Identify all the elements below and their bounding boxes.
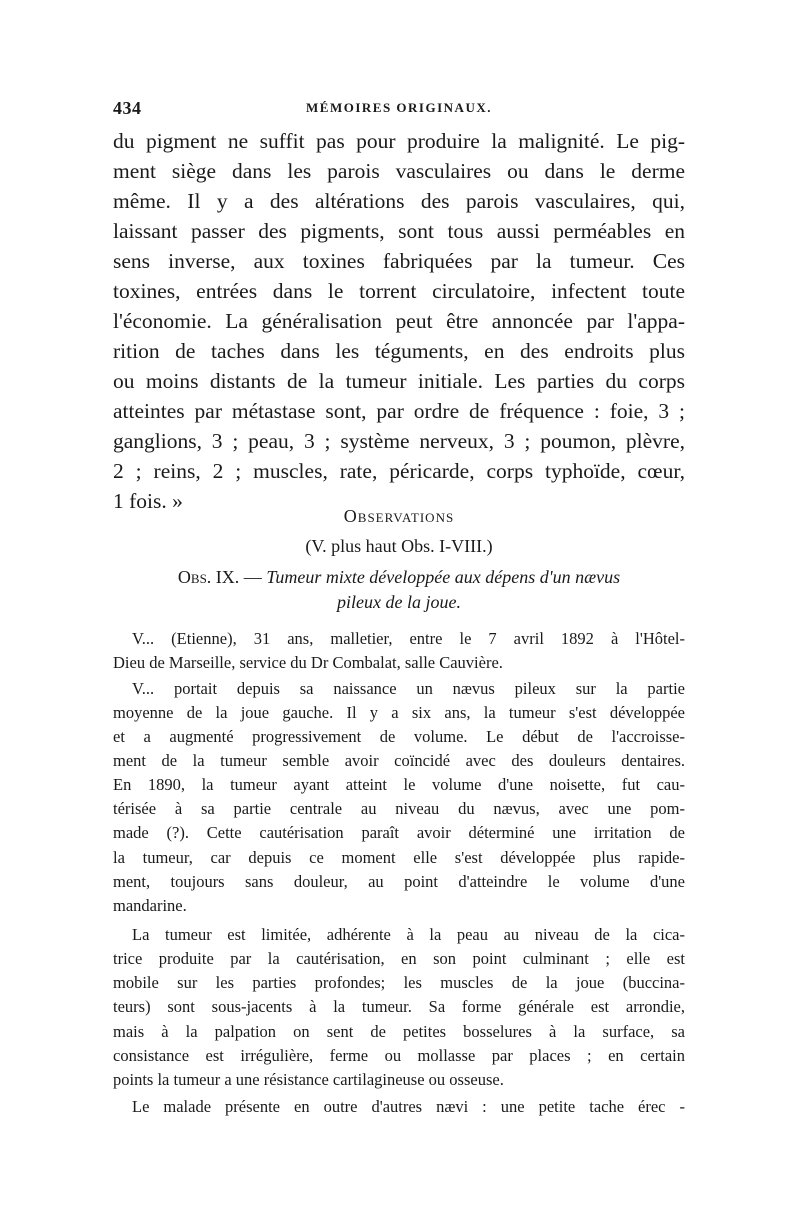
text-line: ganglions, 3 ; peau, 3 ; système nerveux, 3 ; poumon, plèvre, [113, 429, 685, 453]
text-line: made (?). Cette cautérisation paraît avoir déterminé une irritation de [113, 823, 685, 842]
text-line: V... (Etienne), 31 ans, malletier, entre le 7 avril 1892 à l'Hôtel- [132, 629, 685, 648]
text-line: Le malade présente en outre d'autres nævi : une petite tache érec - [132, 1097, 685, 1116]
text-line: 2 ; reins, 2 ; muscles, rate, péricarde, corps typhoïde, cœur, [113, 459, 685, 483]
text-line: atteintes par métastase sont, par ordre de fréquence : foie, 3 ; [113, 399, 685, 423]
text-line: rition de taches dans les téguments, en des endroits plus [113, 339, 685, 363]
section-reference: (V. plus haut Obs. I-VIII.) [305, 536, 493, 556]
observation-label: Obs. IX. — [177, 567, 267, 587]
text-line: mais à la palpation on sent de petites bosselures à la surface, sa [113, 1022, 685, 1041]
section-heading: Observations [343, 506, 455, 526]
text-line: mandarine. [113, 896, 187, 915]
text-line: même. Il y a des altérations des parois vasculaires, qui, [113, 189, 685, 213]
text-line: La tumeur est limitée, adhérente à la peau au niveau de la cica- [132, 925, 685, 944]
text-line: consistance est irrégulière, ferme ou mollasse par places ; en certain [113, 1046, 685, 1065]
text-line: la tumeur, car depuis ce moment elle s'est développée plus rapide- [113, 848, 685, 867]
text-line: toxines, entrées dans le torrent circulatoire, infectent toute [113, 279, 685, 303]
text-line: du pigment ne suffit pas pour produire la malignité. Le pig- [113, 129, 685, 153]
text-line: V... portait depuis sa naissance un nævus pileux sur la partie [132, 679, 685, 698]
text-line: sens inverse, aux toxines fabriquées par la tumeur. Ces [113, 249, 685, 273]
text-line: laissant passer des pigments, sont tous aussi perméables en [113, 219, 685, 243]
text-line: trice produite par la cautérisation, en son point culminant ; elle est [113, 949, 685, 968]
observation-title-text: Tumeur mixte développée aux dépens d'un nævus [266, 567, 621, 587]
text-line: ou moins distants de la tumeur initiale. Les parties du corps [113, 369, 685, 393]
text-line: Dieu de Marseille, service du Dr Combalat, salle Cauvière. [113, 653, 503, 672]
text-line: teurs) sont sous-jacents à la tumeur. Sa forme générale est arrondie, [113, 997, 685, 1016]
text-line: 1 fois. » [113, 489, 183, 513]
text-line: térisée à sa partie centrale au niveau du nævus, avec une pom- [113, 799, 685, 818]
text-line: l'économie. La généralisation peut être annoncée par l'appa- [113, 309, 685, 333]
observation-title-line-2: pileux de la joue. [337, 592, 461, 612]
page-number: 434 [113, 98, 142, 118]
running-head [113, 98, 685, 122]
text-line: points la tumeur a une résistance cartilagineuse ou osseuse. [113, 1070, 504, 1089]
running-title: MÉMOIRES ORIGINAUX. [306, 100, 492, 115]
text-line: mobile sur les parties profondes; les muscles de la joue (buccina- [113, 973, 685, 992]
text-line: ment siège dans les parois vasculaires ou dans le derme [113, 159, 685, 183]
text-line: moyenne de la joue gauche. Il y a six ans, la tumeur s'est développée [113, 703, 685, 722]
text-line: ment, toujours sans douleur, au point d'atteindre le volume d'une [113, 872, 685, 891]
text-line: et a augmenté progressivement de volume. Le début de l'accroisse- [113, 727, 685, 746]
text-line: En 1890, la tumeur ayant atteint le volume d'une noisette, fut cau- [113, 775, 685, 794]
text-line: ment de la tumeur semble avoir coïncidé avec des douleurs dentaires. [113, 751, 685, 770]
observation-title-line-1 [113, 565, 685, 589]
